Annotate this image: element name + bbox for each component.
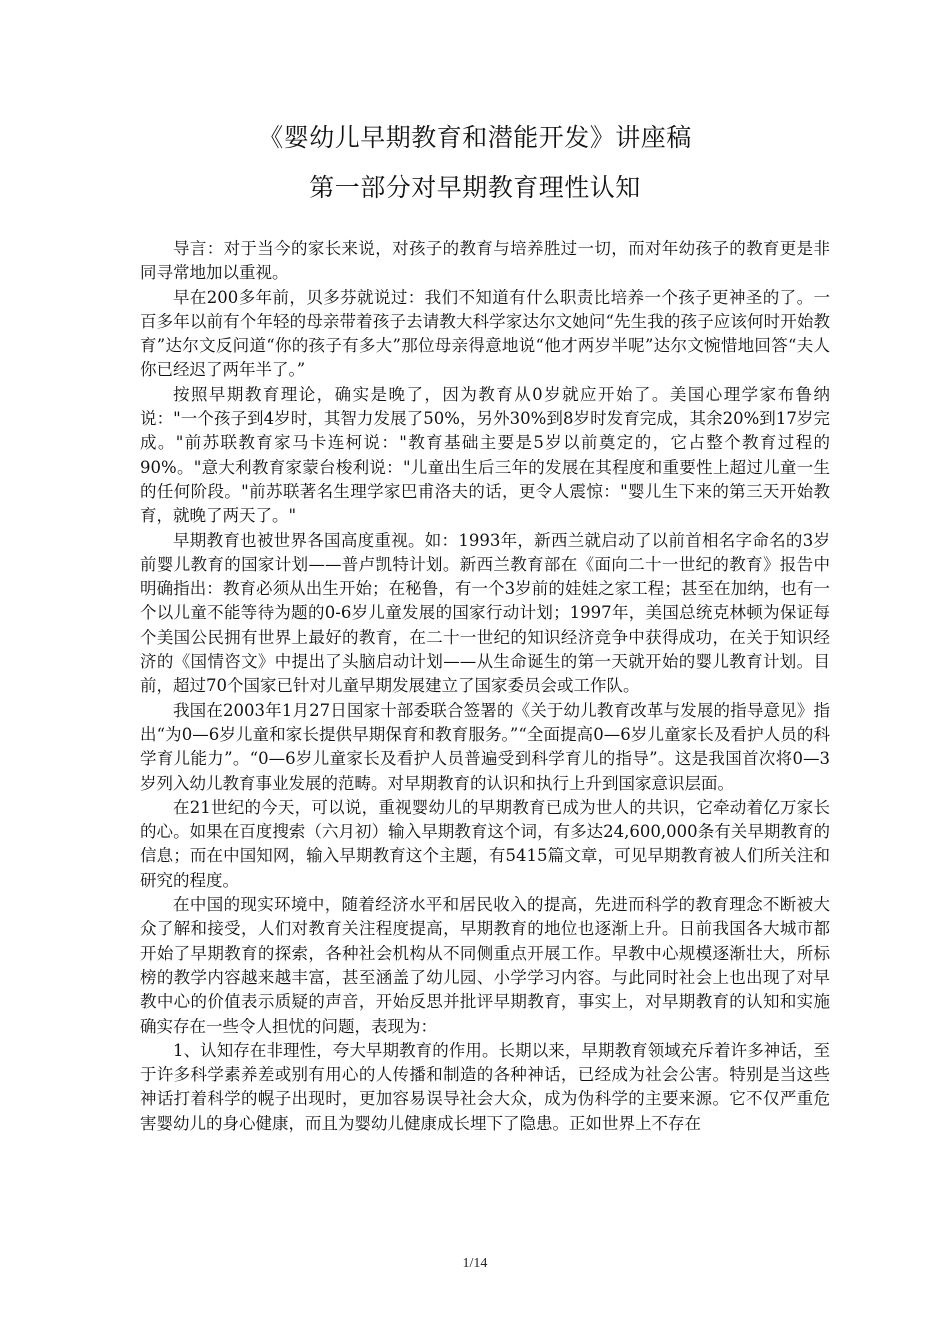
paragraph: 早在200多年前，贝多芬就说过：我们不知道有什么职责比培养一个孩子更神圣的了。一百多年以前有个年轻的母亲带着孩子去请教大科学家达尔文她问“先生我的孩子应该何时开始教育”达尔文反问道“你的孩子有多大”那位母亲得意地说“他才两岁半呢”达尔文惋惜地回答“夫人你已经迟了两年半了。” (140, 287, 830, 380)
paragraph: 我国在2003年1月27日国家十部委联合签署的《关于幼儿教育改革与发展的指导意见》指出“为0—6岁儿童和家长提供早期保育和教育服务。”“全面提高0—6岁儿童家长及看护人员的科学育儿能力”。“0—6岁儿童家长及看护人员普遍受到科学育儿的指导”。这是我国首次将0—3岁列入幼儿教育事业发展的范畴。对早期教育的认识和执行上升到国家意识层面。 (140, 700, 830, 793)
paragraph: 1、认知存在非理性，夸大早期教育的作用。长期以来，早期教育领域充斥着许多神话，至于许多科学素养差或别有用心的人传播和制造的各种神话，已经成为社会公害。特别是当这些神话打着科学的幌子出现时，更加容易误导社会大众，成为伪科学的主要来源。它不仅严重危害婴幼儿的身心健康，而且为婴幼儿健康成长埋下了隐患。正如世界上不存在 (140, 1040, 830, 1133)
paragraph-intro: 导言：对于当今的家长来说，对孩子的教育与培养胜过一切，而对年幼孩子的教育更是非同寻常地加以重视。 (140, 239, 830, 283)
document-title: 《婴幼儿早期教育和潜能开发》讲座稿 (258, 123, 692, 152)
page-number: 1/14 (462, 1256, 488, 1271)
section-title: 第一部分对早期教育理性认知 (309, 173, 641, 202)
paragraph: 按照早期教育理论，确实是晚了，因为教育从0岁就应开始了。美国心理学家布鲁纳说："一个孩子到4岁时，其智力发展了50%，另外30%到8岁时发育完成，其余20%到17岁完成。"前苏联教育家马卡连柯说："教育基础主要是5岁以前奠定的，它占整个教育过程的90%。"意大利教育家蒙台梭利说："儿童出生后三年的发展在其程度和重要性上超过儿童一生的任何阶段。"前苏联著名生理学家巴甫洛夫的话，更令人震惊："婴儿生下来的第三天开始教育，就晚了两天了。" (140, 384, 830, 526)
document-body (140, 237, 830, 1136)
paragraph: 早期教育也被世界各国高度重视。如：1993年，新西兰就启动了以前首相名字命名的3岁前婴儿教育的国家计划——普卢凯特计划。新西兰教育部在《面向二十一世纪的教育》报告中明确指出：教育必须从出生开始；在秘鲁，有一个3岁前的娃娃之家工程；甚至在加纳，也有一个以儿童不能等待为题的0-6岁儿童发展的国家行动计划；1997年，美国总统克林顿为保证每个美国公民拥有世界上最好的教育，在二十一世纪的知识经济竞争中获得成功，在关于知识经济的《国情咨文》中提出了头脑启动计划——从生命诞生的第一天就开始的婴儿教育计划。目前，超过70个国家已针对儿童早期发展建立了国家委员会或工作队。 (140, 530, 830, 696)
paragraph: 在中国的现实环境中，随着经济水平和居民收入的提高，先进而科学的教育理念不断被大众了解和接受，人们对教育关注程度提高，早期教育的地位也逐渐上升。日前我国各大城市都开始了早期教育的探索，各种社会机构从不同侧重点开展工作。早教中心规模逐渐壮大，所标榜的教学内容越来越丰富，甚至涵盖了幼儿园、小学学习内容。与此同时社会上也出现了对早教中心的价值表示质疑的声音，开始反思并批评早期教育，事实上，对早期教育的认知和实施确实存在一些令人担忧的问题，表现为： (140, 895, 830, 1036)
paragraph: 在21世纪的今天，可以说，重视婴幼儿的早期教育已成为世人的共识，它牵动着亿万家长的心。如果在百度搜索（六月初）输入早期教育这个词，有多达24,600,000条有关早期教育的信息；而在中国知网，输入早期教育这个主题，有5415篇文章，可见早期教育被人们所关注和研究的程度。 (140, 797, 830, 890)
